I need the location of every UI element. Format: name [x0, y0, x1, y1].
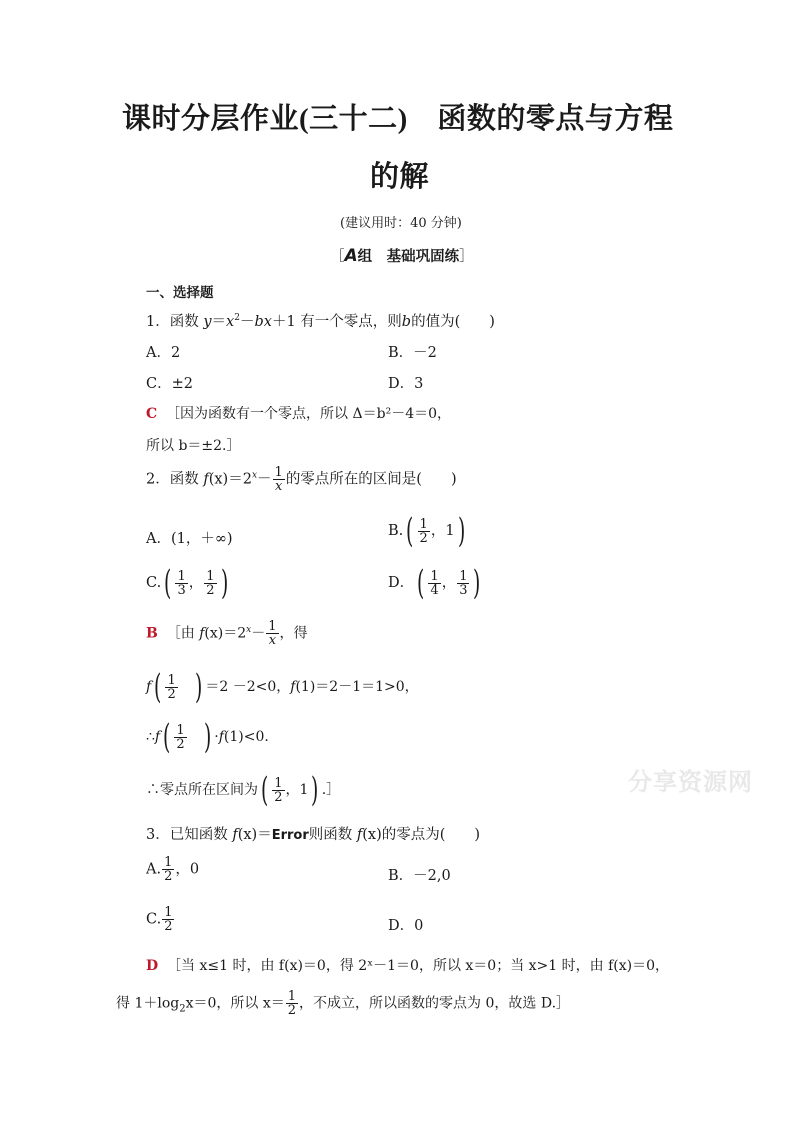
q2-explanation-2: f( $\frac{1}{2}$ ) ＝2 －2<0，f(1)＝2－1＝1>0， — [146, 667, 419, 707]
group-label: 组 基础巩固练 — [357, 249, 460, 265]
q1-answer: C ［因为函数有一个零点，所以 Δ＝b²－4＝0， — [146, 406, 452, 422]
answer-letter: C — [146, 406, 158, 422]
bracket-open: ［ — [330, 249, 345, 265]
q3-answer: D ［当 x≤1 时，由 f(x)＝0，得 2ˣ－1＝0，所以 x＝0；当 x>1 时，由 f(x)＝0， — [146, 958, 669, 974]
group-header — [330, 245, 474, 266]
q3-option-b: B．－2,0 — [388, 868, 451, 884]
q1-option-a: A．2 — [146, 345, 181, 361]
q2-answer: B ［由 $f(x)=2^x-$ $\frac{1}{x}$ ，得 — [146, 619, 308, 648]
q1-option-d: D．3 — [388, 376, 424, 392]
error-text: Error — [271, 828, 309, 843]
q3-option-d: D．0 — [388, 918, 424, 934]
question-3: 3．已知函数 f(x)＝Error则函数 f(x)的零点为( ) — [146, 827, 481, 843]
q2-option-a: A．(1，＋∞) — [146, 531, 233, 547]
q2-option-d: D．( $\frac{1}{4}$ ， $\frac{1}{3}$ ) — [388, 563, 481, 603]
q1-option-c: C．±2 — [146, 376, 193, 392]
q3-option-a: A. $\frac{1}{2}$ ，0 — [146, 855, 200, 884]
q1-option-b: B．－2 — [388, 345, 437, 361]
q2-explanation-4: ∴零点所在区间为( $\frac{1}{2}$ ，1) .］ — [146, 770, 341, 810]
q3-explanation-2: 得 $1+\log_2x=0$，所以 x＝ $\frac{1}{2}$ ，不成立，所以函数的零点为 0，故选 D.］ — [116, 989, 571, 1018]
page-title: 课时分层作业(三十二) 函数的零点与方程 — [122, 103, 674, 135]
question-2: 2．函数 $f(x)=2^x-$ $\frac{1}{x}$ 的零点所在的区间是( ) — [146, 465, 457, 494]
q1-explanation-2: 所以 b＝±2.］ — [146, 438, 241, 454]
q2-explanation-3: ∴f( $\frac{1}{2}$ ) ·f(1)<0. — [146, 717, 269, 757]
bracket-close: ］ — [459, 249, 474, 265]
group-letter-icon: A — [344, 246, 358, 266]
q2-option-c: C.( $\frac{1}{3}$ ， $\frac{1}{2}$ ) — [146, 563, 228, 603]
watermark: 分享资源网 — [628, 767, 753, 796]
time-note: (建议用时：40 分钟) — [340, 216, 462, 231]
question-1: 1．函数 $y=x^2-bx+1$ 有一个零点，则b的值为( ) — [146, 313, 495, 330]
page-title-line2: 的解 — [370, 161, 430, 193]
answer-letter: D — [146, 958, 159, 974]
answer-letter: B — [146, 625, 158, 642]
q2-option-b: B.( $\frac{1}{2}$ ，1) — [388, 511, 465, 551]
q3-option-c: C. $\frac{1}{2}$ — [146, 905, 173, 934]
section-heading: 一、选择题 — [146, 285, 214, 301]
